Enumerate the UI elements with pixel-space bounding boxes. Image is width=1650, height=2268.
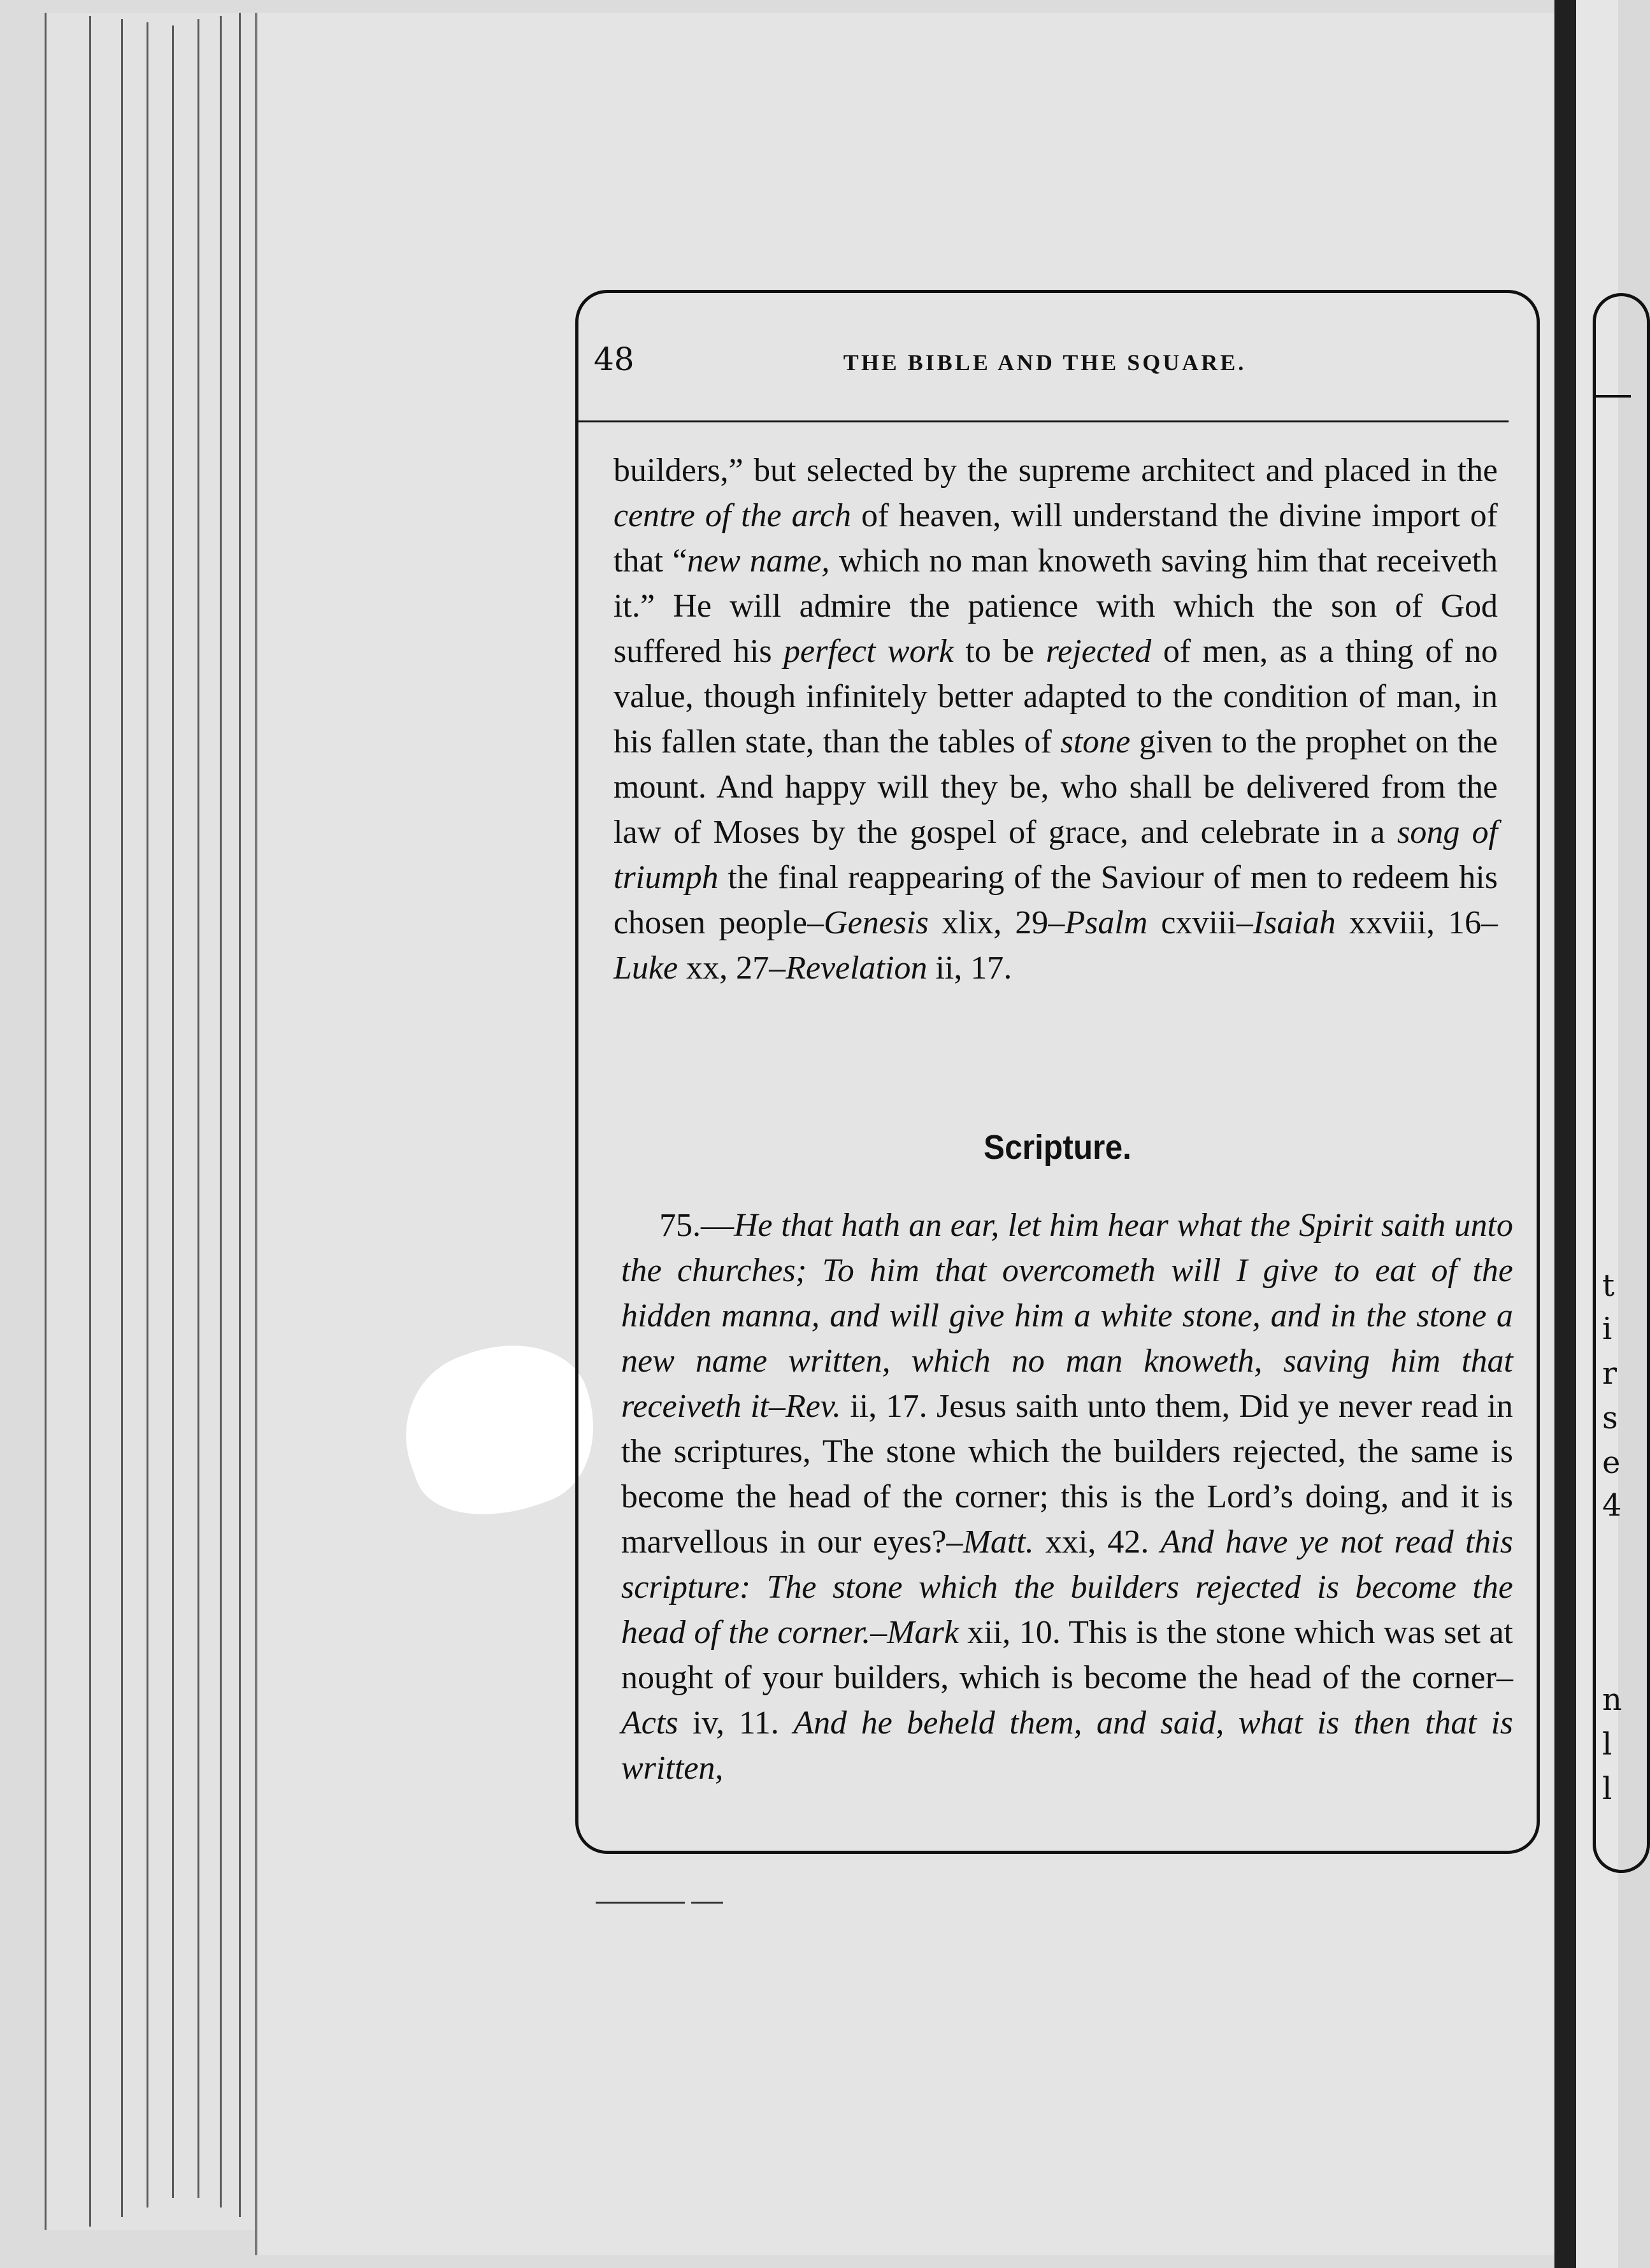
scripture-book: Revelation: [786, 950, 928, 986]
adjacent-page-fragment: i: [1602, 1311, 1612, 1347]
italic-phrase: new name,: [687, 543, 830, 579]
italic-quotation: He that hath an ear, let him hear what the Spirit saith unto the churches; To him that overcometh will I give to eat of the hidden manna, and will give him a white stone, and in the stone a new name written, which no man knoweth, saving him that receiveth it–Rev.: [621, 1207, 1513, 1425]
italic-phrase: rejected: [1045, 633, 1152, 670]
adjacent-page-fragment: l: [1602, 1726, 1612, 1762]
italic-quotation: And have ye not read this scripture: The stone which the builders rejected is become the head of the corner.–Mark: [621, 1524, 1513, 1651]
page-number: 48: [594, 341, 635, 378]
scripture-book: Matt.: [963, 1524, 1034, 1560]
adjacent-page-frame: [1593, 293, 1650, 1873]
italic-quotation: And he beheld them, and said, what is then that is written,: [621, 1705, 1514, 1786]
italic-phrase: song of triumph: [613, 814, 1498, 896]
adjacent-page-fragment: e: [1602, 1445, 1621, 1481]
entry-number: 75.—: [659, 1207, 734, 1244]
italic-phrase: stone: [1060, 724, 1131, 760]
adjacent-page-fragment: n: [1602, 1682, 1622, 1718]
footer-rule: [691, 1902, 723, 1904]
adjacent-page-fragment: s: [1602, 1400, 1618, 1436]
adjacent-page-fragment: l: [1602, 1771, 1612, 1807]
scripture-paragraph: 75.—He that hath an ear, let him hear what the Spirit saith unto the churches; To him that overcometh will I give to eat of the hidden manna, and will give him a white stone, and in the stone a new name written, which no man knoweth, saving him that receiveth it–Rev. ii, 17. Jesus saith unto them, Did ye never read in the scriptures, The stone which the builders rejected, the same is become the head of the corner; this is the Lord’s doing, and it is marvellous in our eyes?–Matt. xxi, 42. And have ye not read this scripture: The stone which the builders rejected is become the head of the corner.–Mark xii, 10. This is the stone which was set at nought of your builders, which is become the head of the corner–Acts iv, 11. And he beheld them, and said, what is then that is written,: [621, 1207, 1514, 1786]
footer-rule: [596, 1902, 685, 1904]
italic-phrase: perfect work: [784, 633, 954, 670]
adjacent-page-fragment: t: [1602, 1268, 1615, 1303]
scripture-book: Psalm: [1065, 905, 1148, 941]
section-heading: Scripture.: [984, 1128, 1131, 1166]
adjacent-page-fragment: 4: [1602, 1488, 1622, 1523]
adjacent-page-fragment: r: [1602, 1356, 1617, 1391]
scripture-book: Acts: [621, 1705, 678, 1741]
header-rule: [578, 420, 1509, 422]
body-paragraph: builders,” but selected by the supreme architect and placed in the centre of the arch of heaven, will understand the divine import of that “new name, which no man knoweth saving him that receiveth it.” He will admire the patience with which the son of God suffered his perfect work to be rejected of men, as a thing of no value, though infinitely better adapted to the condition of man, in his fallen state, than the tables of stone given to the prophet on the mount. And happy will they be, who shall be delivered from the law of Moses by the gospel of grace, and celebrate in a song of triumph the final reappearing of the Saviour of men to redeem his chosen people–Genesis xlix, 29–Psalm cxviii–Isaiah xxviii, 16–Luke xx, 27–Revelation ii, 17.: [613, 452, 1498, 986]
italic-phrase: centre of the arch: [613, 498, 851, 534]
scripture-book: Luke: [613, 950, 678, 986]
running-head: THE BIBLE AND THE SQUARE.: [843, 350, 1247, 375]
book-gutter: [1554, 0, 1576, 2268]
scripture-book: Isaiah: [1252, 905, 1336, 941]
scripture-book: Genesis: [823, 905, 929, 941]
adjacent-page-rule: [1593, 395, 1631, 398]
